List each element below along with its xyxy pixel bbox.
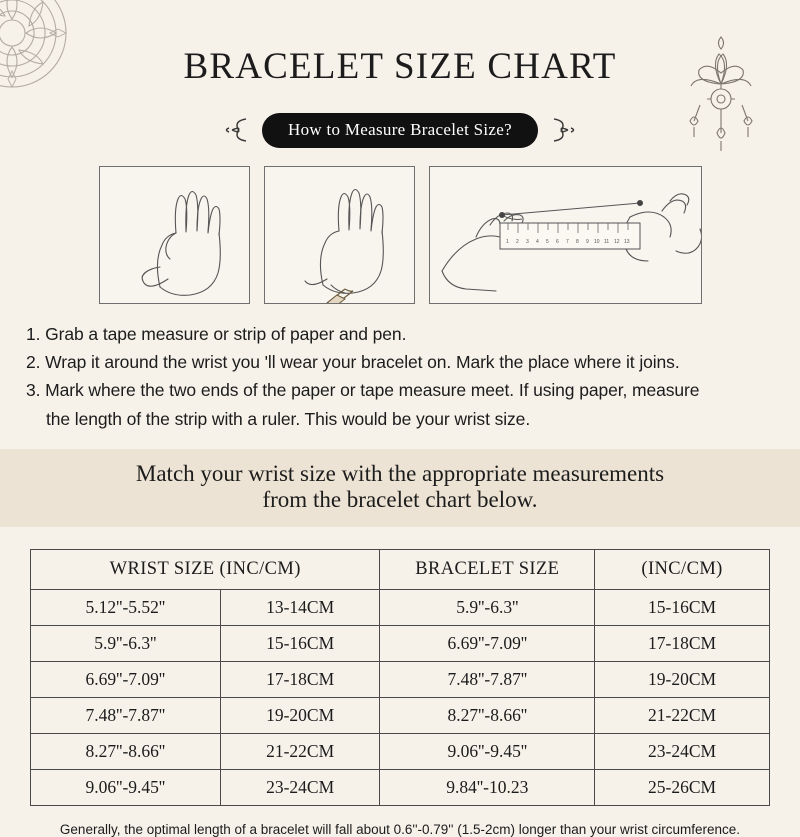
header-bracelet-size: BRACELET SIZE <box>380 549 595 589</box>
subtitle-pill: How to Measure Bracelet Size? <box>262 113 538 148</box>
cell-bracelet-cm: 19-20CM <box>595 661 770 697</box>
table-row <box>31 661 770 697</box>
cell-bracelet-inch: 5.9''-6.3'' <box>380 589 595 625</box>
cell-bracelet-cm: 25-26CM <box>595 769 770 805</box>
table-header-row <box>31 549 770 589</box>
header-wrist-size: WRIST SIZE (INC/CM) <box>31 549 380 589</box>
svg-text:10: 10 <box>593 238 600 245</box>
table-row <box>31 769 770 805</box>
svg-text:2: 2 <box>515 238 519 245</box>
cell-wrist-cm: 15-16CM <box>220 625 380 661</box>
instruction-step-2: 2. Wrap it around the wrist you 'll wear your bracelet on. Mark the place where it joins. <box>26 351 680 372</box>
cell-bracelet-inch: 7.48''-7.87'' <box>380 661 595 697</box>
svg-text:5: 5 <box>545 238 549 245</box>
header-bracelet-units: (INC/CM) <box>595 549 770 589</box>
cell-wrist-cm: 13-14CM <box>220 589 380 625</box>
cell-bracelet-inch: 9.84''-10.23 <box>380 769 595 805</box>
banner-line-1: Match your wrist size with the appropriate measurements <box>135 460 665 486</box>
svg-text:12: 12 <box>613 238 620 245</box>
cell-bracelet-inch: 9.06''-9.45'' <box>380 733 595 769</box>
cell-wrist-inch: 5.9''-6.3'' <box>31 625 221 661</box>
svg-text:7: 7 <box>565 238 569 245</box>
svg-text:3: 3 <box>525 238 529 245</box>
cell-bracelet-cm: 17-18CM <box>595 625 770 661</box>
cell-wrist-inch: 5.12''-5.52'' <box>31 589 221 625</box>
size-table <box>30 549 770 806</box>
subtitle-row <box>0 113 800 148</box>
instructions-list <box>26 320 774 433</box>
cell-wrist-inch: 8.27''-8.66'' <box>31 733 221 769</box>
table-row <box>31 733 770 769</box>
cell-wrist-cm: 19-20CM <box>220 697 380 733</box>
cell-bracelet-cm: 15-16CM <box>595 589 770 625</box>
cell-bracelet-cm: 21-22CM <box>595 697 770 733</box>
cell-wrist-inch: 7.48''-7.87'' <box>31 697 221 733</box>
cell-bracelet-inch: 6.69''-7.09'' <box>380 625 595 661</box>
svg-text:8: 8 <box>575 238 579 245</box>
hand-measuring-strip-with-ruler-illustration <box>429 166 702 304</box>
match-size-banner <box>0 449 800 527</box>
right-flourish-icon <box>550 115 578 145</box>
svg-text:13: 13 <box>623 238 630 245</box>
cell-wrist-inch: 9.06''-9.45'' <box>31 769 221 805</box>
svg-text:9: 9 <box>585 238 589 245</box>
cell-bracelet-cm: 23-24CM <box>595 733 770 769</box>
left-flourish-icon <box>222 115 250 145</box>
table-row <box>31 589 770 625</box>
svg-text:11: 11 <box>603 238 609 245</box>
cell-wrist-cm: 17-18CM <box>220 661 380 697</box>
instruction-step-3: 3. Mark where the two ends of the paper or tape measure meet. If using paper, measure <box>26 380 700 401</box>
cell-wrist-cm: 23-24CM <box>220 769 380 805</box>
size-chart-page <box>0 25 800 837</box>
instruction-step-3-cont: the length of the strip with a ruler. This would be your wrist size. <box>46 408 531 429</box>
table-row <box>31 625 770 661</box>
footnote: Generally, the optimal length of a bracelet will fall about 0.6''-0.79'' (1.5-2cm) longer than your wrist circumference. <box>59 821 741 837</box>
hand-with-pen-marking-illustration <box>264 166 415 304</box>
instruction-step-1: 1. Grab a tape measure or strip of paper and pen. <box>26 323 407 344</box>
hand-with-tape-measure-illustration <box>99 166 250 304</box>
cell-wrist-inch: 6.69''-7.09'' <box>31 661 221 697</box>
table-row <box>31 697 770 733</box>
svg-text:6: 6 <box>555 238 559 245</box>
illustration-row <box>0 166 800 304</box>
page-title: BRACELET SIZE CHART <box>183 45 617 87</box>
cell-wrist-cm: 21-22CM <box>220 733 380 769</box>
svg-text:4: 4 <box>535 238 539 245</box>
cell-bracelet-inch: 8.27''-8.66'' <box>380 697 595 733</box>
svg-text:1: 1 <box>505 238 509 245</box>
banner-line-2: from the bracelet chart below. <box>262 486 538 512</box>
